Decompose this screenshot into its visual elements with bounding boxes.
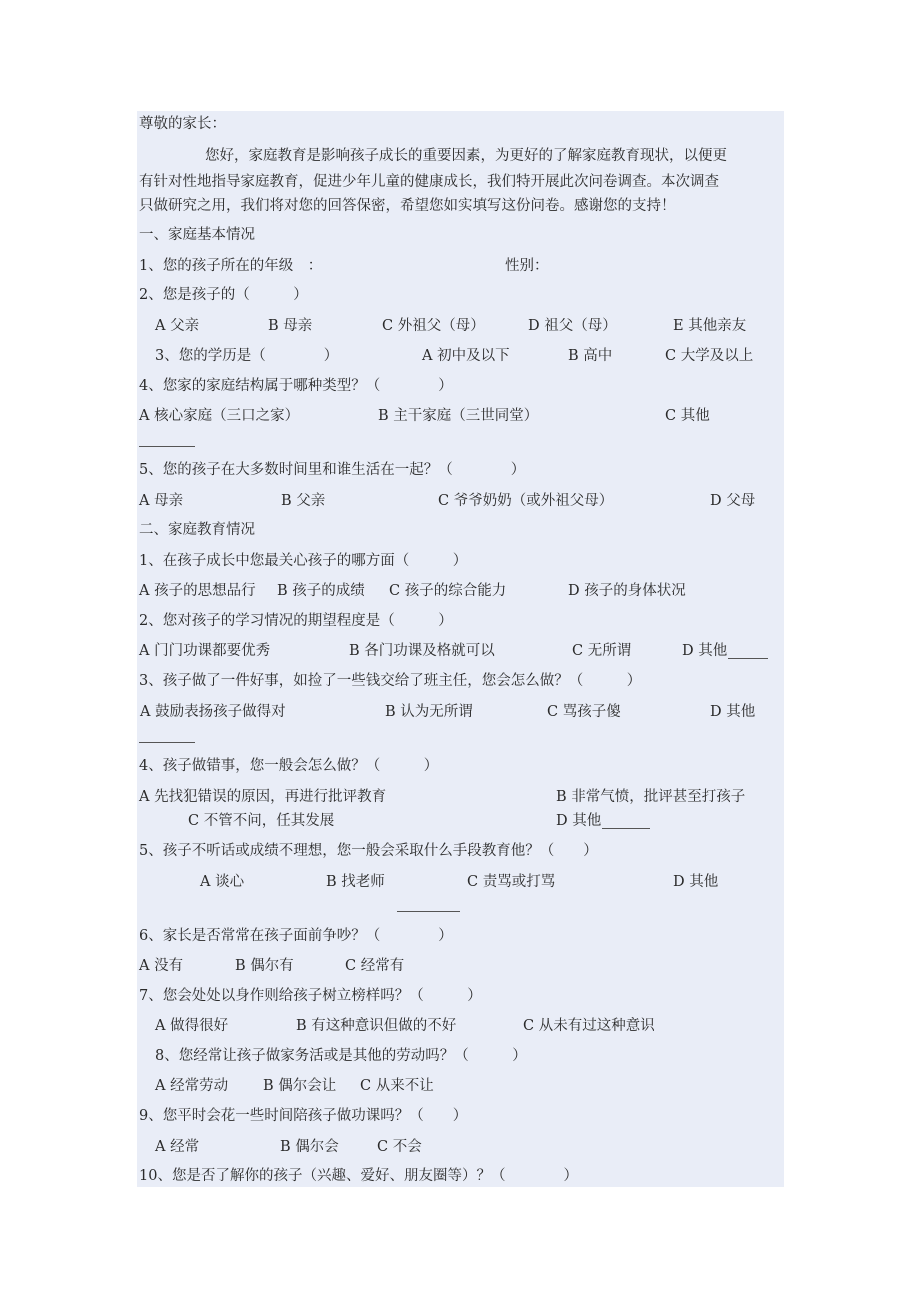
intro-line-3: 只做研究之用，我们将对您的回答保密，希望您如实填写这份问卷。感谢您的支持！ — [139, 198, 676, 214]
s1-q2-option-a[interactable]: A 父亲 — [155, 318, 200, 334]
s1-q5-option-c[interactable]: C 爷爷奶奶（或外祖父母） — [438, 493, 614, 509]
s1-q3-option-a[interactable]: A 初中及以下 — [422, 348, 510, 364]
s2-q2-option-a[interactable]: A 门门功课都要优秀 — [139, 643, 271, 659]
s1-q4-option-c[interactable]: C 其他 — [665, 408, 710, 424]
s2-q1-text: 1、在孩子成长中您最关心孩子的哪方面（ ） — [139, 553, 468, 569]
s2-q8-option-c[interactable]: C 从来不让 — [360, 1078, 434, 1094]
s2-q2-option-b[interactable]: B 各门功课及格就可以 — [349, 643, 495, 659]
s2-q3-blank[interactable] — [139, 742, 195, 743]
s1-q4-option-b[interactable]: B 主干家庭（三世同堂） — [378, 408, 539, 424]
s2-q7-option-c[interactable]: C 从未有过这种意识 — [523, 1018, 655, 1034]
section2-title: 二、家庭教育情况 — [139, 522, 255, 538]
greeting: 尊敬的家长： — [139, 116, 226, 132]
s2-q1-option-a[interactable]: A 孩子的思想品行 — [139, 583, 256, 599]
s2-q9-text: 9、您平时会花一些时间陪孩子做功课吗？（ ） — [139, 1108, 468, 1124]
s1-q1-text: 1、您的孩子所在的年级 ： — [139, 258, 323, 274]
s1-q2-text: 2、您是孩子的（ ） — [139, 287, 308, 303]
s2-q6-option-c[interactable]: C 经常有 — [345, 958, 405, 974]
s2-q1-option-b[interactable]: B 孩子的成绩 — [277, 583, 365, 599]
s2-q8-option-a[interactable]: A 经常劳动 — [155, 1078, 229, 1094]
s2-q9-option-c[interactable]: C 不会 — [377, 1139, 422, 1155]
s2-q7-option-a[interactable]: A 做得很好 — [155, 1018, 229, 1034]
s2-q5-option-d[interactable]: D 其他 — [673, 874, 719, 890]
s2-q8-text: 8、您经常让孩子做家务活或是其他的劳动吗？（ ） — [155, 1048, 527, 1064]
s1-q5-option-b[interactable]: B 父亲 — [281, 493, 326, 509]
s2-q3-option-d[interactable]: D 其他 — [710, 704, 756, 720]
s2-q5-option-c[interactable]: C 责骂或打骂 — [467, 874, 556, 890]
intro-line-2: 有针对性地指导家庭教育，促进少年儿童的健康成长，我们特开展此次问卷调查。本次调查 — [139, 174, 719, 190]
s1-q2-option-c[interactable]: C 外祖父（母） — [382, 318, 485, 334]
s1-q4-blank[interactable] — [139, 446, 195, 447]
intro-line-1: 您好，家庭教育是影响孩子成长的重要因素，为更好的了解家庭教育现状，以便更 — [205, 148, 727, 164]
s2-q2-option-c[interactable]: C 无所谓 — [572, 643, 632, 659]
s1-q2-option-e[interactable]: E 其他亲友 — [673, 318, 747, 334]
s2-q9-option-a[interactable]: A 经常 — [155, 1139, 200, 1155]
s1-q2-option-d[interactable]: D 祖父（母） — [528, 318, 617, 334]
s2-q4-option-c[interactable]: C 不管不问，任其发展 — [188, 813, 335, 829]
s2-q5-blank[interactable] — [397, 911, 460, 912]
s1-q5-option-a[interactable]: A 母亲 — [139, 493, 184, 509]
s2-q4-blank[interactable] — [602, 828, 650, 829]
s2-q6-option-b[interactable]: B 偶尔有 — [235, 958, 294, 974]
s2-q2-blank[interactable] — [728, 658, 768, 659]
s2-q5-option-a[interactable]: A 谈心 — [200, 874, 245, 890]
s2-q6-text: 6、家长是否常常在孩子面前争吵？（ ） — [139, 928, 453, 944]
s1-q2-option-b[interactable]: B 母亲 — [268, 318, 313, 334]
s2-q3-option-b[interactable]: B 认为无所谓 — [385, 704, 473, 720]
s2-q4-option-b[interactable]: B 非常气愤，批评甚至打孩子 — [556, 789, 746, 805]
s2-q1-option-d[interactable]: D 孩子的身体状况 — [568, 583, 686, 599]
s2-q4-option-a[interactable]: A 先找犯错误的原因，再进行批评教育 — [139, 789, 387, 805]
s2-q2-option-d[interactable]: D 其他 — [682, 643, 728, 659]
s2-q5-option-b[interactable]: B 找老师 — [326, 874, 385, 890]
s2-q1-option-c[interactable]: C 孩子的综合能力 — [389, 583, 507, 599]
s1-q4-text: 4、您家的家庭结构属于哪种类型？（ ） — [139, 378, 453, 394]
s2-q3-option-a[interactable]: A 鼓励表扬孩子做得对 — [140, 704, 286, 720]
s1-q3-option-c[interactable]: C 大学及以上 — [665, 348, 754, 364]
section1-title: 一、家庭基本情况 — [139, 227, 255, 243]
s2-q5-text: 5、孩子不听话或成绩不理想，您一般会采取什么手段教育他？（ ） — [139, 843, 598, 859]
s2-q4-text: 4、孩子做错事，您一般会怎么做？（ ） — [139, 758, 439, 774]
s2-q3-text: 3、孩子做了一件好事，如捡了一些钱交给了班主任，您会怎么做？（ ） — [139, 673, 642, 689]
s1-q1-gender: 性别： — [505, 258, 549, 274]
s1-q3-option-b[interactable]: B 高中 — [568, 348, 613, 364]
s2-q9-option-b[interactable]: B 偶尔会 — [280, 1139, 339, 1155]
s1-q5-text: 5、您的孩子在大多数时间里和谁生活在一起？（ ） — [139, 462, 526, 478]
s2-q8-option-b[interactable]: B 偶尔会让 — [263, 1078, 337, 1094]
s2-q3-option-c[interactable]: C 骂孩子傻 — [547, 704, 621, 720]
s1-q4-option-a[interactable]: A 核心家庭（三口之家） — [139, 408, 300, 424]
s2-q4-option-d[interactable]: D 其他 — [556, 813, 602, 829]
s1-q3-text: 3、您的学历是（ ） — [155, 348, 339, 364]
s1-q5-option-d[interactable]: D 父母 — [710, 493, 756, 509]
s2-q7-text: 7、您会处处以身作则给孩子树立榜样吗？（ ） — [139, 988, 482, 1004]
s2-q2-text: 2、您对孩子的学习情况的期望程度是（ ） — [139, 613, 453, 629]
s2-q7-option-b[interactable]: B 有这种意识但做的不好 — [296, 1018, 457, 1034]
s2-q10-text: 10、您是否了解你的孩子（兴趣、爱好、朋友圈等）？（ ） — [139, 1168, 578, 1184]
s2-q6-option-a[interactable]: A 没有 — [139, 958, 184, 974]
